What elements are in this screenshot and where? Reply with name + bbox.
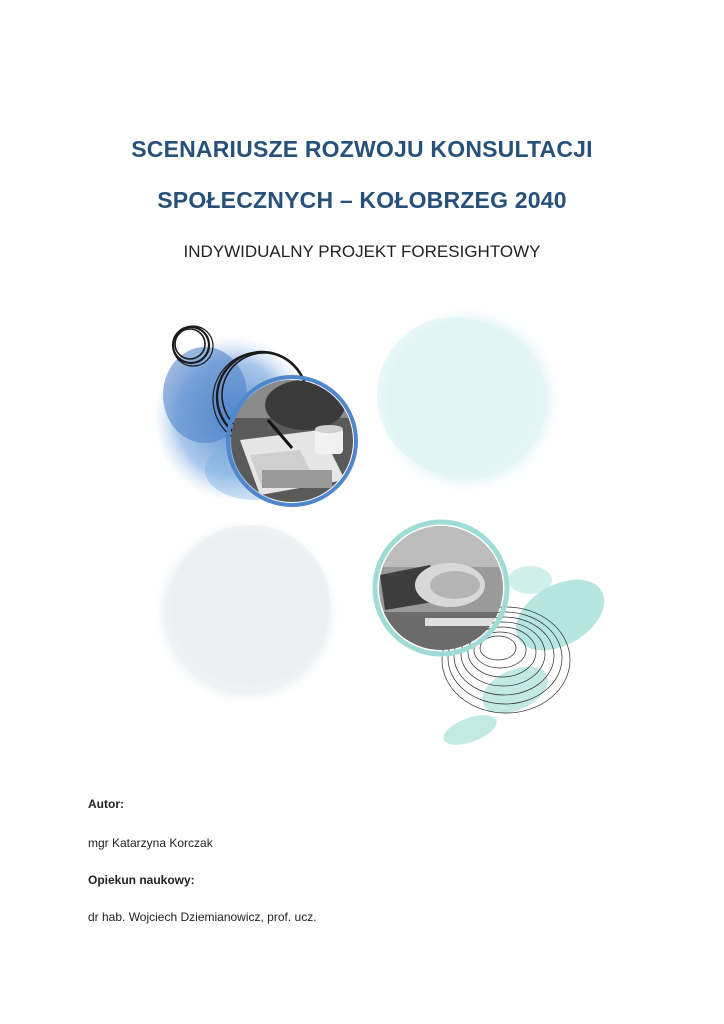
light-splash (375, 308, 559, 492)
grey-splash (155, 520, 339, 704)
handshake-photo (375, 522, 510, 657)
people-writing-photo (228, 377, 358, 508)
supervisor-name: dr hab. Wojciech Dziemianowicz, prof. ucz. (88, 910, 317, 924)
title-line-1: SCENARIUSZE ROZWOJU KONSULTACJI (131, 136, 593, 162)
supervisor-label: Opiekun naukowy: (88, 873, 195, 887)
author-label: Autor: (88, 797, 124, 811)
subtitle: INDYWIDUALNY PROJEKT FORESIGHTOWY (183, 242, 541, 261)
title-line-2: SPOŁECZNYCH – KOŁOBRZEG 2040 (157, 187, 567, 213)
author-name: mgr Katarzyna Korczak (88, 836, 213, 850)
